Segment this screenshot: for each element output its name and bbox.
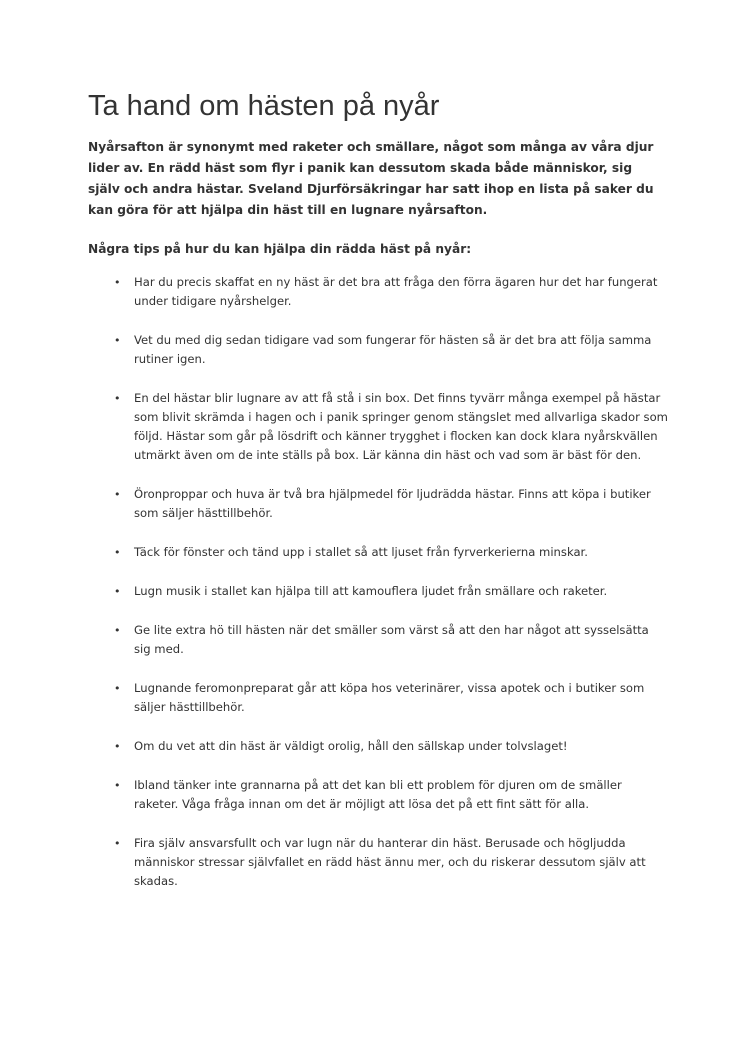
bullet-icon: • [114,392,121,405]
tip-text: Lugn musik i stallet kan hjälpa till att kamouflera ljudet från smällare och raketer. [134,584,608,598]
bullet-icon: • [114,334,121,347]
tip-text: Vet du med dig sedan tidigare vad som fungerar för hästen så är det bra att följa samma rutiner igen. [134,333,652,366]
tip-text: Fira själv ansvarsfullt och var lugn när du hanterar din häst. Berusade och högljudda människor stressar självfallet en rädd häst ännu mer, och du riskerar dessutom själv att skadas. [134,836,646,888]
list-item [88,582,668,601]
list-item [88,543,668,562]
list-item [88,776,668,814]
bullet-icon: • [114,837,121,850]
list-item [88,273,668,311]
bullet-icon: • [114,740,121,753]
tip-text: Öronproppar och huva är två bra hjälpmedel för ljudrädda hästar. Finns att köpa i butiker som säljer hästtillbehör. [134,487,651,520]
document-page [88,88,668,911]
bullet-icon: • [114,585,121,598]
bullet-icon: • [114,488,121,501]
tips-list [88,273,668,891]
tip-text: Ge lite extra hö till hästen när det smäller som värst så att den har något att sysselsätta sig med. [134,623,649,656]
bullet-icon: • [114,779,121,792]
tip-text: Om du vet att din häst är väldigt orolig, håll den sällskap under tolvslaget! [134,739,568,753]
list-item [88,485,668,523]
list-item [88,331,668,369]
list-item [88,679,668,717]
tips-heading: Några tips på hur du kan hjälpa din rädda häst på nyår: [88,242,472,256]
list-item [88,737,668,756]
tip-text: Täck för fönster och tänd upp i stallet så att ljuset från fyrverkerierna minskar. [134,545,588,559]
list-item [88,621,668,659]
page-title: Ta hand om hästen på nyår [88,90,440,122]
bullet-icon: • [114,682,121,695]
bullet-icon: • [114,276,121,289]
tip-text: Lugnande feromonpreparat går att köpa hos veterinärer, vissa apotek och i butiker som säljer hästtillbehör. [134,681,645,714]
list-item [88,834,668,891]
tip-text: En del hästar blir lugnare av att få stå i sin box. Det finns tyvärr många exempel på hästar som blivit skrämda i hagen och i panik springer genom stängslet med allvarliga skador som följd. Hästar som går på lösdrift och känner trygghet i flocken kan dock klara nyårskvällen utmärkt även om de inte ställs på box. Lär känna din häst och vad som är bäst för den. [134,391,668,462]
bullet-icon: • [114,546,121,559]
lead-paragraph: Nyårsafton är synonymt med raketer och smällare, något som många av våra djur lider av. En rädd häst som flyr i panik kan dessutom skada både människor, sig själv och andra hästar. Sveland Djurförsäkringar har satt ihop en lista på saker du kan göra för att hjälpa din häst till en lugnare nyårsafton. [88,140,654,217]
bullet-icon: • [114,624,121,637]
tip-text: Ibland tänker inte grannarna på att det kan bli ett problem för djuren om de smäller raketer. Våga fråga innan om det är möjligt att lösa det på ett fint sätt för alla. [134,778,622,811]
list-item [88,389,668,465]
tip-text: Har du precis skaffat en ny häst är det bra att fråga den förra ägaren hur det har fungerat under tidigare nyårshelger. [134,275,658,308]
